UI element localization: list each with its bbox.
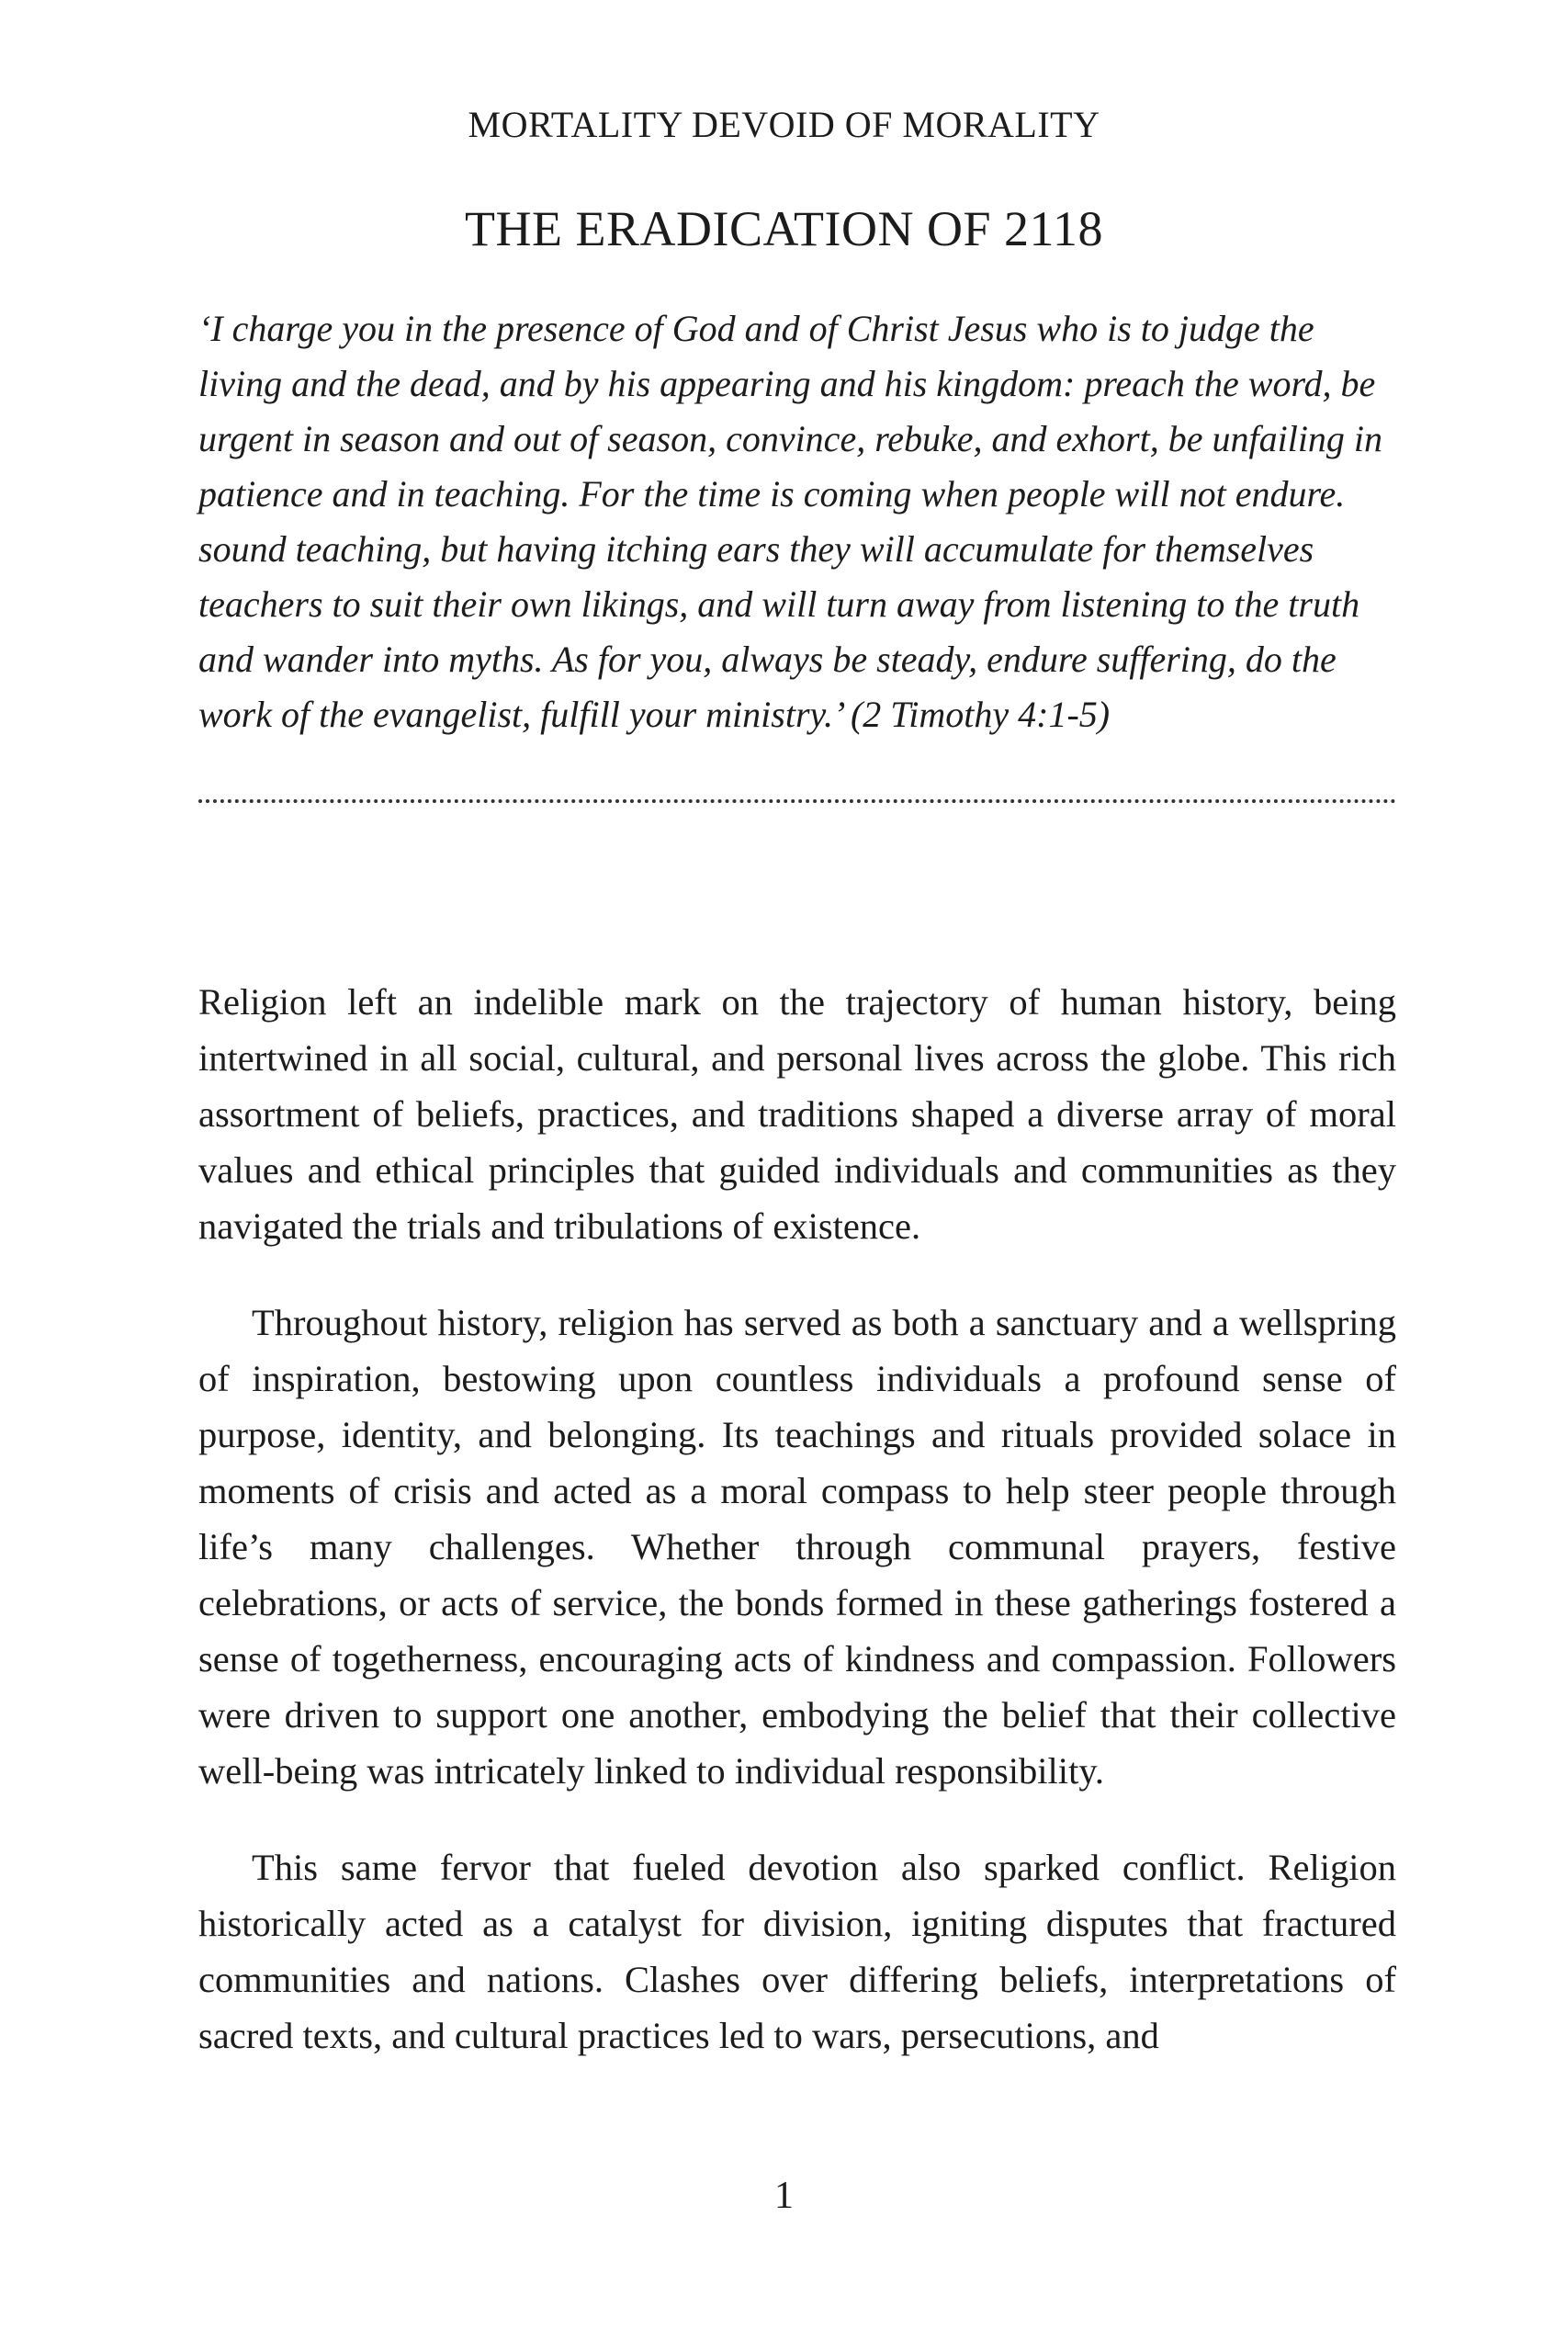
epigraph-quote: ‘I charge you in the presence of God and of Christ Jesus who is to judge the living and the dead, and by his appearing and his kingdom: preach the word, be urgent in season and out of season, convince, rebuke, and exhort, be unfailing in patience and in teaching. For the time is coming when people will not endure. sound teaching, but having itching ears they will accumulate for themselves teachers to suit their own likings, and will turn away from listening to the truth and wander into myths. As for you, always be steady, endure suffering, do the work of the evangelist, fulfill your ministry.’ (2 Timothy 4:1-5) <box>198 308 1383 735</box>
running-head: MORTALITY DEVOID OF MORALITY <box>468 104 1100 145</box>
page-number: 1 <box>774 2175 794 2217</box>
paragraph-1: Religion left an indelible mark on the trajectory of human history, being intertwined in all social, cultural, and personal lives across the globe. This rich assortment of beliefs, practices, and traditions shaped a diverse array of moral values and ethical principles that guided individuals and communities as they navigated the trials and tribulations of existence. <box>198 981 1396 1247</box>
paragraph-3: This same fervor that fueled devotion also sparked conflict. Religion historically acted as a catalyst for division, igniting disputes that fractured communities and nations. Clashes over differing beliefs, interpretations of sacred texts, and cultural practices led to wars, persecutions, and <box>198 1847 1396 2056</box>
body-text <box>198 974 1396 2064</box>
paragraph-2: Throughout history, religion has served as both a sanctuary and a wellspring of inspiration, bestowing upon countless individuals a profound sense of purpose, identity, and belonging. Its teachings and rituals provided solace in moments of crisis and acted as a moral compass to help steer people through life’s many challenges. Whether through communal prayers, festive celebrations, or acts of service, the bonds formed in these gatherings fostered a sense of togetherness, encouraging acts of kindness and compassion. Followers were driven to support one another, embodying the belief that their collective well-being was intricately linked to individual responsibility. <box>198 1302 1396 1792</box>
chapter-title: THE ERADICATION OF 2118 <box>465 201 1103 256</box>
dotted-separator <box>198 799 1396 803</box>
